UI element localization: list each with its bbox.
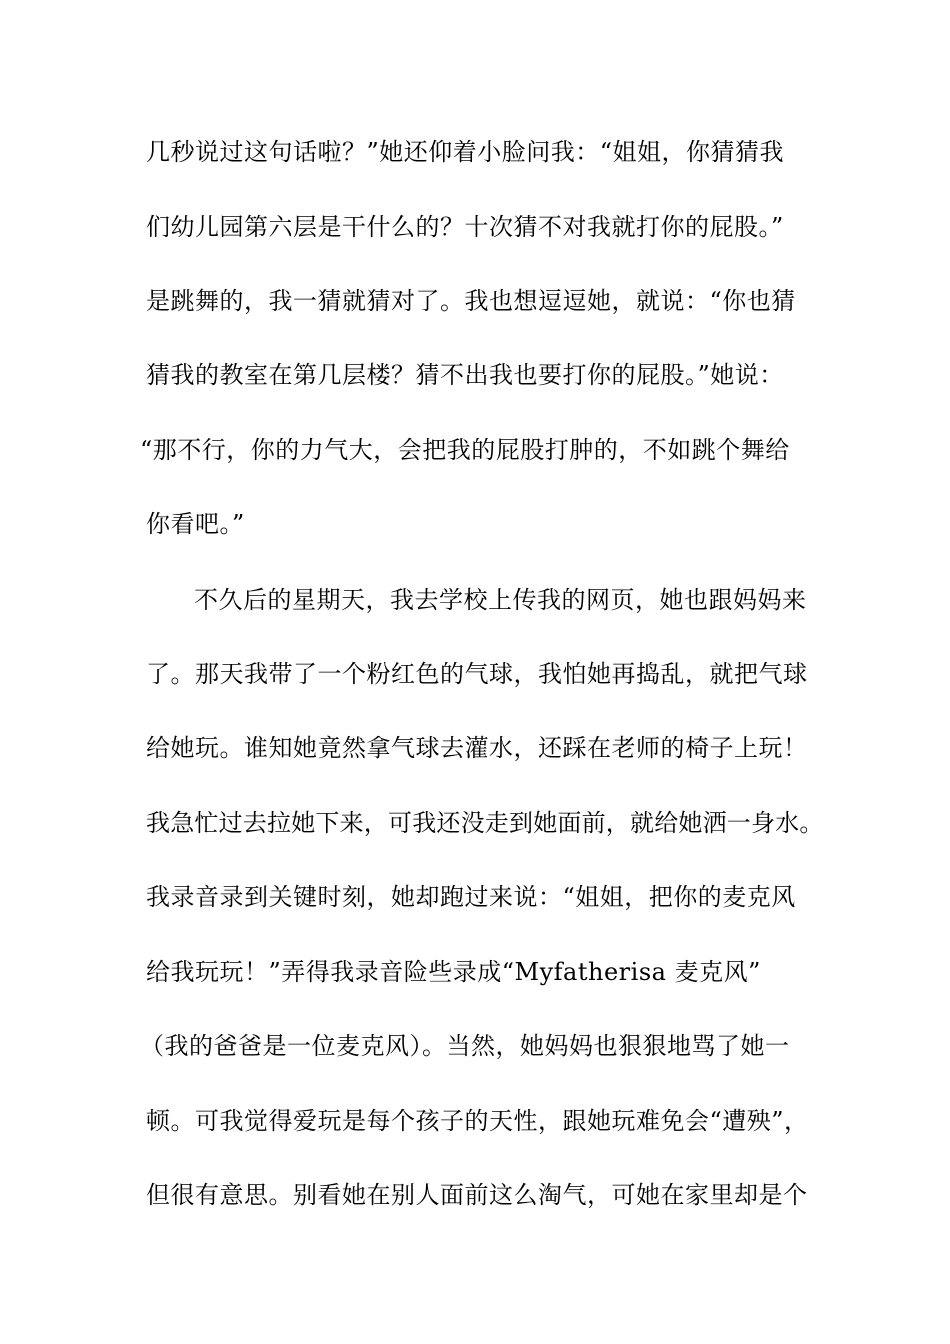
text-line: 是跳舞的，我一猜就猜对了。我也想逗逗她，就说：“你也猜 [146, 287, 796, 315]
text-line: 猜我的教室在第几层楼？猜不出我也要打你的屁股。”她说： [146, 361, 784, 389]
text-line: 但很有意思。别看她在别人面前这么淘气，可她在家里却是个 [146, 1181, 808, 1209]
text-line: “那不行，你的力气大，会把我的屁股打肿的，不如跳个舞给 [140, 436, 790, 464]
text-line: 我急忙过去拉她下来，可我还没走到她面前，就给她洒一身水。 [146, 809, 824, 837]
text-line: （我的爸爸是一位麦克风）。当然，她妈妈也狠狠地骂了她一 [140, 1032, 790, 1060]
text-line: 给我玩玩！”弄得我录音险些录成“Myfatherisa 麦克风” [146, 958, 761, 986]
text-line: 给她玩。谁知她竟然拿气球去灌水，还踩在老师的椅子上玩！ [146, 734, 808, 762]
text-line: 顿。可我觉得爱玩是每个孩子的天性，跟她玩难免会“遭殃”， [146, 1107, 809, 1135]
text-line: 们幼儿园第六层是干什么的？十次猜不对我就打你的屁股。” [146, 213, 784, 241]
paragraph-first-line: 不久后的星期天，我去学校上传我的网页，她也跟妈妈来 [194, 586, 807, 614]
text-line: 了。那天我带了一个粉红色的气球，我怕她再捣乱，就把气球 [146, 660, 808, 688]
text-line: 你看吧。” [146, 510, 245, 538]
text-line: 我录音录到关键时刻，她却跑过来说：“姐姐，把你的麦克风 [146, 883, 796, 911]
text-line: 几秒说过这句话啦？”她还仰着小脸问我：“姐姐，你猜猜我 [146, 138, 785, 166]
